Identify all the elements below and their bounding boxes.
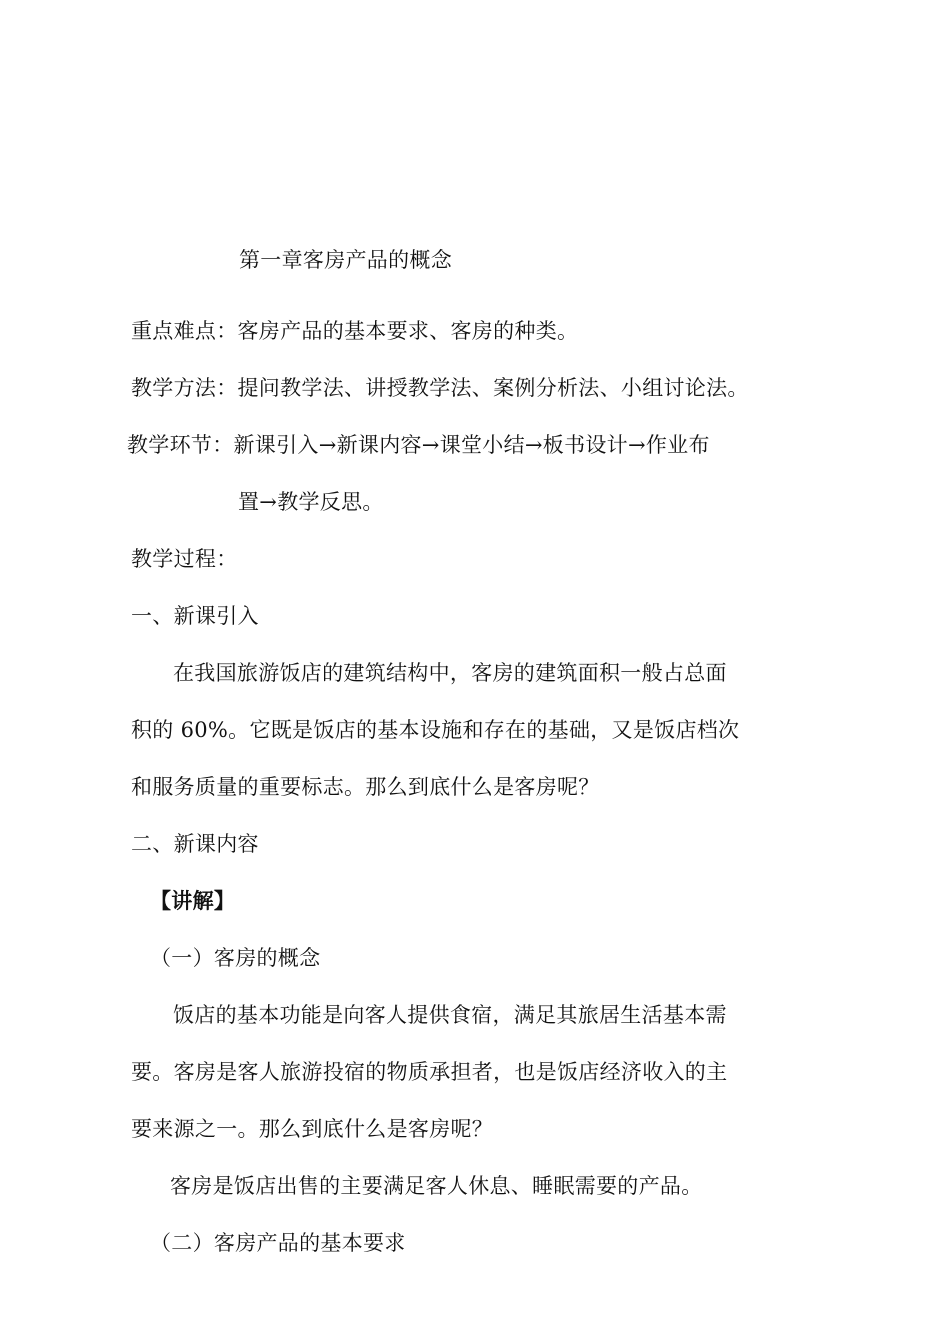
section-1-heading: 一、新课引入 <box>131 604 259 628</box>
subsection-2-heading: （二）客房产品的基本要求 <box>150 1231 406 1255</box>
chapter-title: 第一章客房产品的概念 <box>239 248 452 272</box>
section-1-paragraph-line-2: 积的 60%。它既是饭店的基本设施和存在的基础，又是饭店档次 <box>131 718 740 742</box>
subsection-1-heading: （一）客房的概念 <box>150 946 321 970</box>
subsection-1-paragraph-line-1: 饭店的基本功能是向客人提供食宿，满足其旅居生活基本需 <box>173 1003 727 1027</box>
section-2-heading: 二、新课内容 <box>131 832 259 856</box>
teaching-methods-line: 教学方法：提问教学法、讲授教学法、案例分析法、小组讨论法。 <box>131 376 749 400</box>
key-points-line: 重点难点：客房产品的基本要求、客房的种类。 <box>131 319 579 343</box>
teaching-steps-line-2: 置→教学反思。 <box>238 490 384 514</box>
subsection-1-paragraph-line-3: 要来源之一。那么到底什么是客房呢？ <box>131 1117 494 1141</box>
subsection-1-definition: 客房是饭店出售的主要满足客人休息、睡眠需要的产品。 <box>170 1174 703 1198</box>
teaching-process-label: 教学过程： <box>131 547 238 571</box>
subsection-1-paragraph-line-2: 要。客房是客人旅游投宿的物质承担者，也是饭店经济收入的主 <box>131 1060 728 1084</box>
section-1-paragraph-line-1: 在我国旅游饭店的建筑结构中，客房的建筑面积一般占总面 <box>173 661 727 685</box>
section-1-paragraph-line-3: 和服务质量的重要标志。那么到底什么是客房呢？ <box>131 775 600 799</box>
teaching-steps-line-1: 教学环节：新课引入→新课内容→课堂小结→板书设计→作业布 <box>127 433 710 457</box>
explain-label: 【讲解】 <box>150 888 236 913</box>
